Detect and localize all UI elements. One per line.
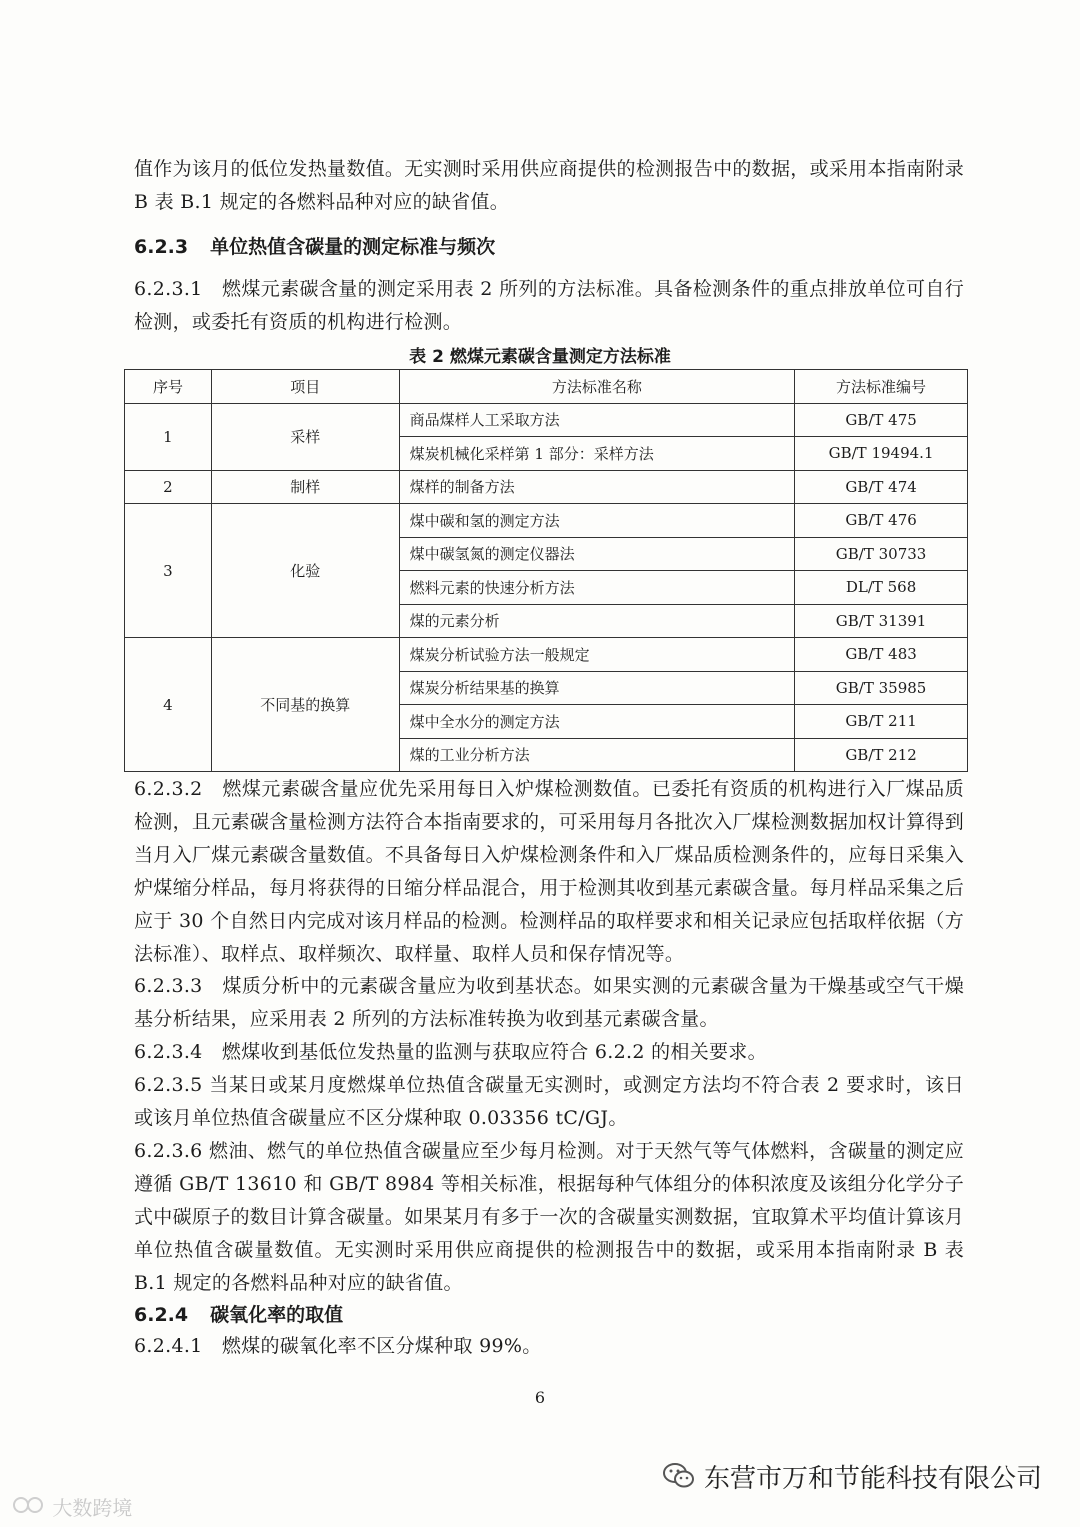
table-header-row [125, 370, 968, 404]
standard-name: 煤中碳和氢的测定方法 [399, 504, 794, 538]
source-name: 大数跨境 [52, 1496, 133, 1520]
standard-code: GB/T 483 [795, 638, 968, 672]
row-number: 4 [125, 638, 212, 772]
standard-code: GB/T 35985 [795, 671, 968, 705]
header-cell: 项目 [211, 370, 399, 404]
paragraph-6-2-3-1: 6.2.3.1 燃煤元素碳含量的测定采用表 2 所列的方法标准。具备检测条件的重点排放单位可自行检测，或委托有资质的机构进行检测。 [134, 278, 964, 333]
row-item: 采样 [211, 403, 399, 470]
paragraph-6-2-3-3: 6.2.3.3 煤质分析中的元素碳含量应为收到基状态。如果实测的元素碳含量为干燥基或空气干燥基分析结果，应采用表 2 所列的方法标准转换为收到基元素碳含量。 [134, 975, 964, 1030]
standard-code: GB/T 476 [795, 504, 968, 538]
company-watermark [662, 1458, 1042, 1497]
paragraph-6-2-4-1: 6.2.4.1 燃煤的碳氧化率不区分煤种取 99%。 [134, 1335, 542, 1357]
row-item: 化验 [211, 504, 399, 638]
table-row [125, 504, 968, 538]
row-number: 1 [125, 403, 212, 470]
table-row [125, 403, 968, 437]
standard-code: GB/T 211 [795, 705, 968, 739]
standard-code: GB/T 31391 [795, 604, 968, 638]
company-name: 东营市万和节能科技有限公司 [703, 1464, 1042, 1494]
source-logo-icon [12, 1496, 52, 1520]
standard-code: GB/T 212 [795, 738, 968, 772]
table-row [125, 470, 968, 504]
standard-code: GB/T 475 [795, 403, 968, 437]
standard-name: 煤中碳氢氮的测定仪器法 [399, 537, 794, 571]
section-number: 6.2.3 [134, 236, 189, 258]
paragraph-6-2-3-4: 6.2.3.4 燃煤收到基低位发热量的监测与获取应符合 6.2.2 的相关要求。 [134, 1041, 767, 1063]
wechat-icon [662, 1462, 696, 1497]
standard-name: 煤的元素分析 [399, 604, 794, 638]
paragraph-intro: 值作为该月的低位发热量数值。无实测时采用供应商提供的检测报告中的数据，或采用本指南附录B 表 B.1 规定的各燃料品种对应的缺省值。 [134, 158, 964, 213]
row-item: 不同基的换算 [211, 638, 399, 772]
section-title: 单位热值含碳量的测定标准与频次 [210, 236, 496, 258]
header-cell: 方法标准名称 [399, 370, 794, 404]
standard-name: 煤中全水分的测定方法 [399, 705, 794, 739]
standard-name: 商品煤样人工采取方法 [399, 403, 794, 437]
page-number: 6 [534, 1388, 546, 1407]
source-watermark [12, 1492, 132, 1521]
section-heading-6-2-4 [134, 1300, 343, 1327]
section-title: 碳氧化率的取值 [210, 1304, 344, 1326]
standard-name: 燃料元素的快速分析方法 [399, 571, 794, 605]
paragraph-6-2-3-2: 6.2.3.2 燃煤元素碳含量应优先采用每日入炉煤检测数值。已委托有资质的机构进行入厂煤品质检测，且元素碳含量检测方法符合本指南要求的，可采用每月各批次入厂煤检测数据加权计算得到当月入厂煤元素碳含量数值。不具备每日入炉煤检测条件和入厂煤品质检测条件的，应每日采集入炉煤缩分样品，每月将获得的日缩分样品混合，用于检测其收到基元素碳含量。每月样品采集之后应于 30 个自然日内完成对该月样品的检测。检测样品的取样要求和相关记录应包括取样依据（方法标准）、取样点、取样频次、取样量、取样人员和保存情况等。 [134, 778, 964, 965]
standard-code: DL/T 568 [795, 571, 968, 605]
section-number: 6.2.4 [134, 1304, 189, 1326]
standard-code: GB/T 30733 [795, 537, 968, 571]
table-title: 表 2 燃煤元素碳含量测定方法标准 [409, 347, 671, 367]
header-cell: 方法标准编号 [795, 370, 968, 404]
standard-code: GB/T 19494.1 [795, 437, 968, 471]
table-row [125, 638, 968, 672]
method-standards-table [124, 369, 968, 772]
standard-name: 煤炭分析试验方法一般规定 [399, 638, 794, 672]
standard-name: 煤炭分析结果基的换算 [399, 671, 794, 705]
standard-code: GB/T 474 [795, 470, 968, 504]
row-item: 制样 [211, 470, 399, 504]
section-heading-6-2-3 [134, 232, 495, 259]
standard-name: 煤炭机械化采样第 1 部分：采样方法 [399, 437, 794, 471]
paragraph-6-2-3-6: 6.2.3.6 燃油、燃气的单位热值含碳量应至少每月检测。对于天然气等气体燃料，含碳量的测定应遵循 GB/T 13610 和 GB/T 8984 等相关标准，根据每种气体组分的体积浓度及该组分化学分子式中碳原子的数目计算含碳量。如果某月有多于一次的含碳量实测数据，宜取算术平均值计算该月单位热值含碳量数值。无实测时采用供应商提供的检测报告中的数据，或采用本指南附录 B 表 B.1 规定的各燃料品种对应的缺省值。 [134, 1140, 964, 1294]
header-cell: 序号 [125, 370, 212, 404]
standard-name: 煤样的制备方法 [399, 470, 794, 504]
standard-name: 煤的工业分析方法 [399, 738, 794, 772]
row-number: 2 [125, 470, 212, 504]
paragraph-6-2-3-5: 6.2.3.5 当某日或某月度燃煤单位热值含碳量无实测时，或测定方法均不符合表 2 要求时，该日或该月单位热值含碳量应不区分煤种取 0.03356 tC/GJ。 [134, 1074, 964, 1129]
row-number: 3 [125, 504, 212, 638]
